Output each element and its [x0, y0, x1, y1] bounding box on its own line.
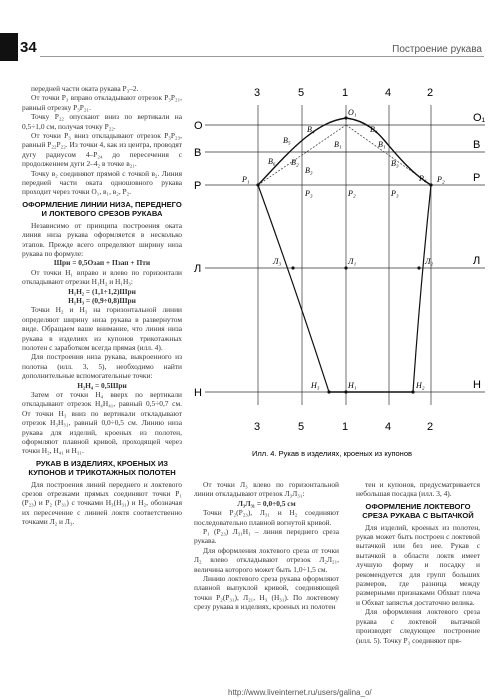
point-p2-mid: Р₂ — [348, 189, 356, 198]
point-l2: Л₂ — [425, 257, 434, 266]
left-label-b: В — [194, 147, 202, 159]
left-label-o: О — [194, 120, 203, 132]
point-h2: Н₂ — [416, 381, 425, 390]
right-label-o1: О₁ — [473, 112, 486, 124]
point-p3: Р₃ — [305, 189, 313, 198]
point-b4-right: В₄ — [370, 125, 378, 134]
front-seam-line — [258, 185, 329, 392]
right-label-h: Н — [473, 379, 481, 391]
paragraph: Точку Р₂₂ опускают вниз по вертикали на 0,5÷1,0 см, получая точку Р₂₂. — [22, 112, 182, 131]
section-heading: РУКАВ В ИЗДЕЛИЯХ, КРОЕНЫХ ИЗ КУПОНОВ И ТРИКОТАЖНЫХ ПОЛОТЕН — [28, 458, 176, 478]
point-l1: Л₁ — [348, 257, 357, 266]
paragraph: Линию локтевого среза рукава оформляют плавной выпуклой кривой, соединяющей точки Р₂(Р₃₁), Л₂₁, Н₃ (Н₃₁). По локтевому срезу рукава в изделиях, кроеных из полотен — [194, 574, 339, 612]
page-number: 34 — [20, 39, 37, 56]
paragraph: От точки Л₃ влево по горизонтальной линии откладывают отрезок Л₃Л₃₁: — [194, 480, 339, 499]
paragraph: тен и купонов, предусматривается небольшая посадка (илл. 3, 4). — [356, 480, 480, 499]
paragraph: От точки Р₃ вправо откладывают отрезок Р₃Р₂₁, равный отрезку Р₃Р₂₁. — [22, 93, 182, 112]
point-p4: Р₄ — [419, 174, 427, 183]
paragraph: Р₁ (Р₂₃) Л₃₁Н₁ – линия переднего среза рукава. — [194, 527, 339, 546]
formula: Н₁Н₂ = (1,1÷1,2)Шрн — [68, 286, 136, 296]
point-b1-left: В₁ — [334, 140, 342, 149]
left-label-p: Р — [194, 180, 202, 192]
paragraph: Затем от точки Н₄ вверх по вертикали откладывают отрезок Н₄Н₄₁, равный 0,5÷0,7 см. От точки Н₃ вниз по вертикали откладывают отрезок Н₃Н₃₁, равный 0,0÷0,5 см. Линию низа рукава для изделий, кроеных из полотен, оформляют плавной кривой, проходящей через точки Н₂, Н₄₁ и Н₃₁. — [22, 390, 182, 456]
section-heading: ОФОРМЛЕНИЕ ЛОКТЕВОГО СРЕЗА РУКАВА С ВЫТАЧКОЙ — [362, 501, 474, 521]
right-label-p: Р — [473, 172, 481, 184]
left-label-l: Л — [194, 263, 202, 275]
top-label-5: 5 — [298, 87, 305, 99]
bottom-label-5: 5 — [298, 421, 305, 433]
top-label-4: 4 — [385, 87, 392, 99]
section-heading: ОФОРМЛЕНИЕ ЛИНИИ НИЗА, ПЕРЕДНЕГО И ЛОКТЕВОГО СРЕЗОВ РУКАВА — [22, 199, 182, 219]
point-l3: Л₃ — [273, 257, 282, 266]
paragraph: Для оформления локтевого среза от точки Л₂ влево откладывают отрезок Л₂Л₂₁, величина которого может быть 1,0÷1,5 см. — [194, 545, 339, 574]
bottom-label-4: 4 — [385, 421, 392, 433]
source-url: http://www.liveinternet.ru/users/galina_o/ — [228, 688, 372, 697]
running-title: Построение рукава — [392, 44, 482, 55]
point-p2: Р₂ — [437, 175, 445, 184]
point-h1: Н₁ — [348, 381, 357, 390]
point-b3-right: В₃ — [391, 159, 399, 168]
point-b4: В₄ — [307, 125, 315, 134]
paragraph: передней части оката рукава Р₃–2. — [31, 84, 139, 93]
figure-caption: Илл. 4. Рукав в изделиях, кроеных из купонов — [252, 449, 412, 458]
top-label-3: 3 — [254, 87, 261, 99]
paragraph: От точки Р₃ вниз откладывают отрезок Р₃Р₂₃, равный Р₂₂Р₂₂. Из точки 4, как из центра, проводят дугу радиусом 4–Р₂₄ до пересечения с продолжением дуги 2–4₂ в точке в₂₁. — [22, 131, 182, 169]
point-o1: О₁ — [348, 108, 357, 117]
bottom-label-2: 2 — [427, 421, 434, 433]
point-b1-right: В₁ — [378, 140, 386, 149]
sleeve-cap-curve — [258, 118, 431, 185]
paragraph: Независимо от принципа построения оката линия низа рукава оформляется в несколько этапов. Прежде всего определяют ширину низа рукава по формуле: — [22, 220, 182, 258]
formula: Н₂Н₄ = 0,5Шрн — [77, 380, 127, 390]
top-label-2: 2 — [427, 87, 434, 99]
left-label-h: Н — [194, 387, 202, 399]
right-label-l: Л — [473, 255, 481, 267]
formula: Шрн = 0,5Озап + Пзап + Пти — [53, 258, 151, 268]
point-p1: Р₁ — [242, 175, 250, 184]
point-b5: В₅ — [283, 136, 291, 145]
formula: Л₃Л₃₁ = 0,0÷0,5 см — [237, 498, 296, 508]
point-b2: В₂ — [291, 158, 299, 167]
bottom-label-1: 1 — [342, 421, 349, 433]
point-b3: В₃ — [305, 166, 313, 175]
elbow-seam-line — [413, 185, 434, 392]
right-label-b: В — [473, 139, 481, 151]
paragraph: Точку в₂ соединяют прямой с точкой в₂. Линия передней части оката одношовного рукава проходит через точки О₁, в₁, в₂, Р₂. — [22, 168, 182, 197]
paragraph: Для оформления локтевого среза рукава с локтевой вытачкой производят следующее построение (илл. 5). Точку Р₃ соединяют пря- — [356, 607, 480, 645]
point-p3-right: Р₃ — [391, 189, 399, 198]
paragraph: Точки Н₂ и Н₃ на горизонтальной линии определяют ширину низа рукава в развернутом виде. Обращаем ваше внимание, что линия низа рукава в изделиях из купонов трикотажных полотен с заработком всегда прямая (илл. 4). — [22, 305, 182, 352]
top-label-1: 1 — [342, 87, 349, 99]
formula: Н₁Н₃ = (0,9÷0,8)Шрн — [68, 295, 136, 305]
paragraph: От точки Н₁ вправо и влево по горизонтали откладывают отрезки Н₁Н₂ и Н₁Н₃: — [22, 267, 182, 287]
bottom-label-3: 3 — [254, 421, 261, 433]
paragraph: Для построения линий переднего и локтевого срезов отрезками прямых соединяют точки Р₁ (Р₂₃) и Р₂ (Р₃₁) с точками Н₃(Н₃₁) и Н₂, обозначая их пересечение с линией локтя соответственно точками Л₂ и Л₃. — [22, 479, 182, 527]
paragraph: Для построения низа рукава, выкроенного из полотна (илл. 3, 5), необходимо найти дополнительные вспомогательные точки: — [22, 352, 182, 381]
paragraph: Для изделий, кроеных из полотен, рукав может быть построен с локтевой вытачкой или без нее. Рукав с вытачкой в области локтя имеет лучшую форму и посадку и рекомендуется для групп больших размеров, где разница между размерными признаками Обхват плеча и Обхват запястья достаточно велика. — [356, 522, 480, 607]
point-h3: Н₃ — [311, 381, 320, 390]
paragraph: Точки Р₂(Р₂₃), Л₃₁ и Н₂ соединяют последовательно плавной вогнутой кривой. — [194, 508, 339, 527]
point-b6: В₆ — [268, 157, 276, 166]
